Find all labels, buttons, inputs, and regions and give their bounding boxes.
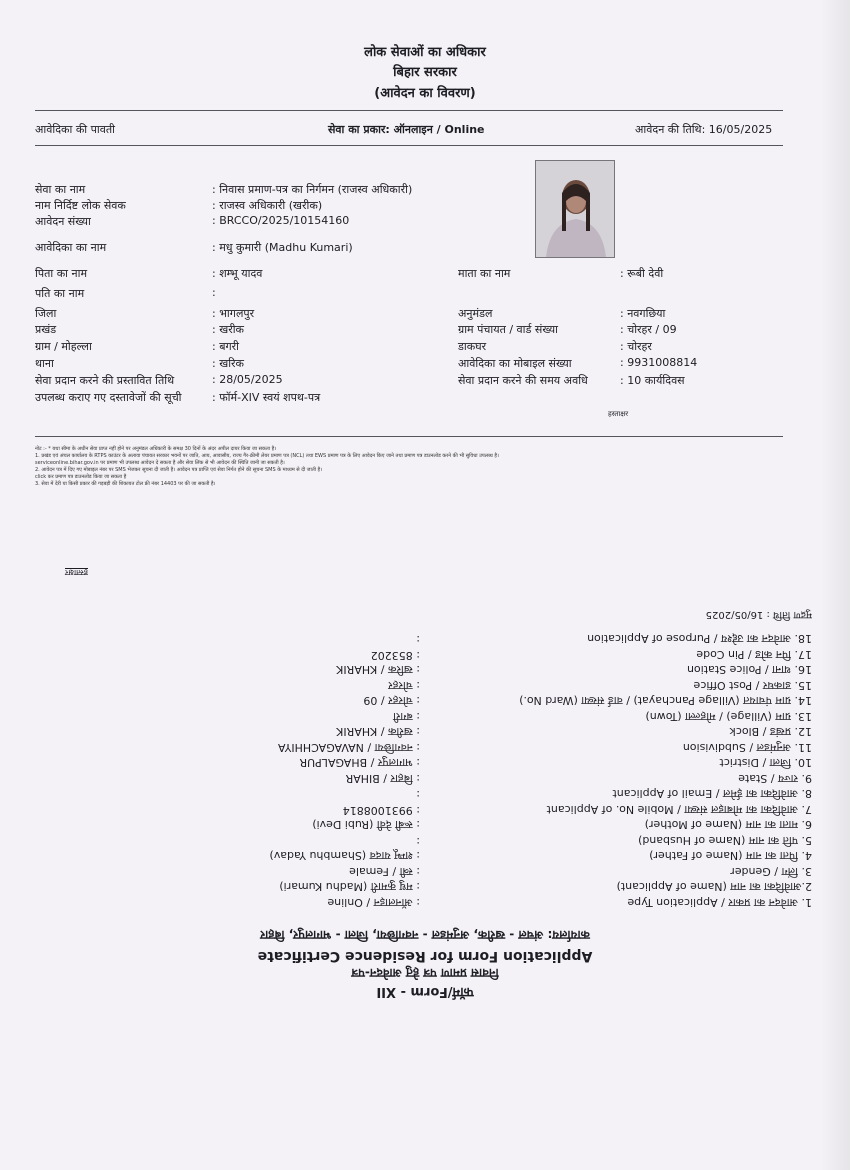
mobile-value: : 9931008814 — [620, 356, 698, 369]
district-label: जिला — [35, 307, 57, 320]
form-row-label: 7. आवेदिका का मोबाइल संख्या / Mobile No. of Applicant — [546, 803, 812, 816]
form-row-value: : स्त्री / Female — [349, 865, 420, 878]
mother-name-label: माता का नाम — [458, 267, 511, 280]
form-row-value: : 9931008814 — [342, 804, 420, 817]
form-row-value: : ऑनलाइन / Online — [327, 896, 420, 909]
signature-label: हस्ताक्षर — [608, 410, 629, 418]
form-row-label: 15. डाकघर / Post Office — [693, 679, 812, 692]
divider — [35, 436, 783, 437]
duration-value: : 10 कार्यदिवस — [620, 374, 685, 387]
form-row-label: 5. पति का नाम (Name of Husband) — [638, 834, 812, 847]
form-row-value: : — [416, 788, 420, 802]
note-line: 2. आवेदन पत्र में दिए गए मोबाइल नंबर पर SMS भेजकर सूचना दी जाती है। आवेदन पत्र प्राप्ति एवं सेवा निर्गत होने की सूचना SMS के माध्यम से दी जाती है। — [35, 467, 323, 473]
form-row-label: 8. आवेदिका का ईमेल / Email of Applicant — [612, 787, 812, 801]
husband-name-value: : — [212, 286, 216, 299]
form-row-value: : चोरहर / 09 — [363, 694, 420, 708]
form-subtitle-hindi: निवास प्रमाण पत्र हेतु आवेदन-पत्र — [351, 966, 499, 980]
form-row-value: : खरिक / KHARIK — [336, 663, 420, 677]
postoffice-value: : चोरहर — [620, 340, 652, 353]
form-row-label: 2.आवेदिका का नाम (Name of Applicant) — [616, 880, 812, 894]
officer-label: नाम निर्दिष्ट लोक सेवक — [35, 199, 126, 212]
form-row-value: : — [416, 633, 420, 647]
form-row-label: 14. ग्राम पंचायत (Village Panchayat) / वार्ड संख्या (Ward No.) — [519, 694, 812, 708]
applicant-photo — [535, 160, 615, 258]
form-signature: हस्ताक्षर — [65, 568, 88, 577]
header-title: लोक सेवाओं का अधिकार — [364, 45, 486, 60]
duration-label: सेवा प्रदान करने की समय अवधि — [458, 374, 588, 387]
application-date: आवेदन की तिथि: 16/05/2025 — [635, 123, 773, 136]
form-row-value: : — [416, 835, 420, 848]
service-name-label: सेवा का नाम — [35, 183, 86, 196]
proposed-date-value: : 28/05/2025 — [212, 373, 283, 386]
form-row-label: 12. प्रखंड / Block — [729, 725, 812, 739]
form-subtitle-english: Application Form for Residence Certificate — [257, 948, 593, 964]
application-number-value: : BRCCO/2025/10154160 — [212, 214, 350, 227]
mother-name-value: : रूबी देवी — [620, 267, 664, 280]
form-row-label: 9. राज्य / State — [738, 772, 812, 785]
form-row-value: : शम्भू यादव (Shambhu Yadav) — [269, 849, 420, 863]
form-row-label: 10. जिला / District — [719, 756, 812, 770]
application-number-label: आवेदन संख्या — [35, 215, 91, 228]
note-line: 1. प्रखंड एवं अंचल कार्यालय के RTPS काउंटर के अलावा पंचायत सरकार भवनों पर जाति, आय, आवासीय, राज्य गैर-क्रीमी लेयर प्रमाण पत्र (NCL) तथा EWS प्रमाण पत्र के लिए आवेदन किए जाने तथा प्रमाण पत्र डाउनलोड करने की भी सुविधा उपलब्ध है। — [35, 453, 499, 459]
police-station-label: थाना — [35, 357, 54, 370]
service-type: सेवा का प्रकार: ऑनलाइन / Online — [328, 123, 485, 136]
form-row-value: : खरीक / KHARIK — [336, 725, 420, 739]
form-row-value: : भागलपुर / BHAGALPUR — [299, 756, 420, 770]
form-row-value: : बिहार / BIHAR — [345, 772, 420, 785]
district-value: : भागलपुर — [212, 307, 255, 320]
village-value: : बगरी — [212, 340, 240, 353]
divider — [35, 110, 783, 111]
form-row-value: : बगरी — [392, 710, 420, 723]
form-row-label: 13. ग्राम (Village) / मोहल्ला (Town) — [645, 710, 812, 723]
police-station-value: : खरिक — [212, 357, 244, 370]
father-name-label: पिता का नाम — [35, 267, 88, 280]
documents-value: : फॉर्म-XIV स्वयं शपथ-पत्र — [212, 391, 321, 404]
note-line: serviceonline.bihar.gov.in पर प्रमाण भी उपलब्ध आवेदन दे सकता है और सेवा लिंक से भी आवेदन की स्थिति जानी जा सकती है। — [35, 460, 285, 466]
header-government: बिहार सरकार — [393, 65, 457, 80]
subdivision-label: अनुमंडल — [458, 307, 493, 320]
form-row-value: : नवगछिया / NAVAGACHHIYA — [277, 741, 420, 754]
form-row-label: 6. माता का नाम (Name of Mother) — [644, 818, 812, 832]
form-row-value: : 853202 — [370, 649, 420, 662]
form-row-label: 4. पिता का नाम (Name of Father) — [649, 849, 812, 863]
subdivision-value: : नवगछिया — [620, 307, 666, 320]
father-name-value: : शम्भू यादव — [212, 267, 263, 280]
panchayat-label: ग्राम पंचायत / वार्ड संख्या — [458, 323, 559, 336]
husband-name-label: पति का नाम — [35, 287, 85, 300]
postoffice-label: डाकघर — [458, 340, 487, 353]
proposed-date-label: सेवा प्रदान करने की प्रस्तावित तिथि — [35, 374, 175, 387]
form-row-label: 17. पिन कोड / Pin Code — [696, 648, 812, 661]
divider — [35, 145, 783, 146]
form-row-label: 1. आवेदन का प्रकार / Application Type — [627, 896, 812, 909]
form-office: कार्यालय: अंचल - खरीक, अनुमंडल - नवगछिया, जिला - भागलपुर, बिहार — [260, 928, 590, 942]
form-xii-upside-down — [0, 560, 850, 1040]
block-value: : खरीक — [212, 323, 244, 336]
form-row-value: : मधु कुमारी (Madhu Kumari) — [279, 880, 420, 894]
service-name-value: : निवास प्रमाण-पत्र का निर्गमन (राजस्व अधिकारी) — [212, 183, 413, 196]
panchayat-value: : चोरहर / 09 — [620, 323, 677, 336]
block-label: प्रखंड — [35, 323, 57, 336]
form-row-label: 18. आवेदन का उद्देश्य / Purpose of Application — [587, 632, 812, 646]
note-line: 3. सेवा में देरी या किसी प्रकार की गड़बड़ी की शिकायत टोल फ्री नंबर 14403 पर की जा सकती है। — [35, 481, 216, 487]
applicant-name-label: आवेदिका का नाम — [35, 241, 107, 254]
form-row-value: : रूबी देवी (Rubi Devi) — [312, 818, 420, 832]
form-row-label: 3. लिंग / Gender — [730, 865, 812, 878]
print-date: मुद्रण तिथि : 16/05/2025 — [705, 609, 812, 620]
form-row-label: 16. थाना / Police Station — [686, 663, 812, 677]
note-line: click कर प्रमाण पत्र डाउनलोड किया जा सकता है — [35, 474, 127, 480]
village-label: ग्राम / मोहल्ला — [35, 340, 92, 353]
applicant-name-value: : मधु कुमारी (Madhu Kumari) — [212, 241, 353, 254]
mobile-label: आवेदिका का मोबाइल संख्या — [458, 357, 572, 370]
receipt-label: आवेदिका की पावती — [35, 123, 115, 136]
officer-value: : राजस्व अधिकारी (खरीक) — [212, 199, 323, 212]
form-title: फॉर्म/Form - XII — [376, 984, 474, 999]
note-line: नोट :- * यथा सीमा के अधीन सेवा प्राप्त नहीं होने पर अनुमंडल अधिकारी के समक्ष 30 दिनों के अंदर अपील दायर किया जा सकता है। — [35, 446, 277, 452]
header-subtitle: (आवेदन का विवरण) — [374, 86, 476, 101]
form-row-value: : चोरहर — [388, 679, 420, 692]
form-row-label: 11. अनुमंडल / Subdivision — [682, 741, 812, 754]
documents-label: उपलब्ध कराए गए दस्तावेजों की सूची — [35, 391, 182, 404]
notes-block — [35, 446, 783, 488]
